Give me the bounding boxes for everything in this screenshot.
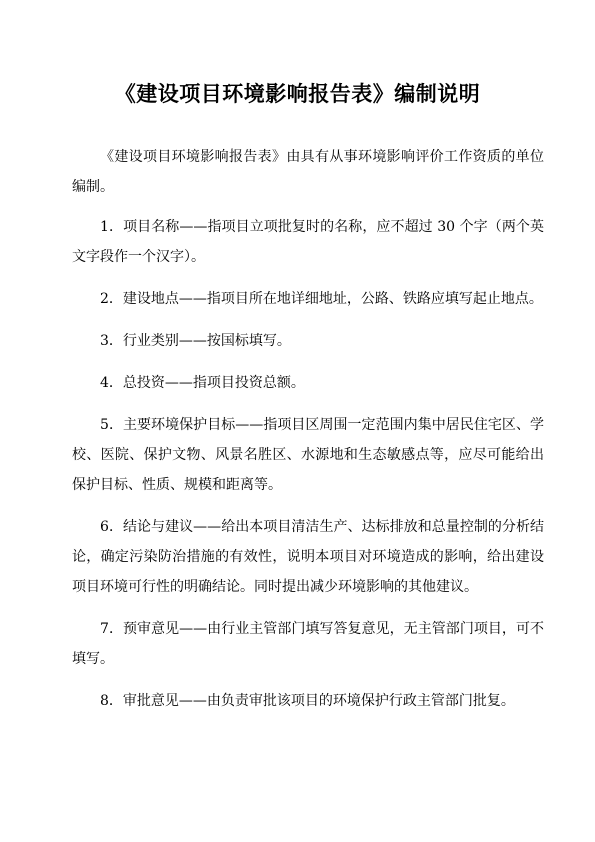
item-conclusion-suggestions: 6．结论与建议——给出本项目清洁生产、达标排放和总量控制的分析结论，确定污染防治措施的有效性，说明本项目对环境造成的影响，给出建设项目环境可行性的明确结论。同时提出减少环境影响的其他建议。 bbox=[72, 519, 544, 595]
item-approval-opinion: 8．审批意见——由负责审批该项目的环境保护行政主管部门批复。 bbox=[100, 693, 515, 709]
item-project-name: 1．项目名称——指项目立项批复时的名称，应不超过 30 个字（两个英文字段作一个汉字）。 bbox=[72, 219, 544, 265]
document-title: 《建设项目环境影响报告表》编制说明 bbox=[114, 81, 481, 106]
item-pre-review-opinion: 7．预审意见——由行业主管部门填写答复意见，无主管部门项目，可不填写。 bbox=[72, 621, 544, 667]
document-body bbox=[72, 142, 544, 728]
item-protection-targets: 5．主要环境保护目标——指项目区周围一定范围内集中居民住宅区、学校、医院、保护文物、风景名胜区、水源地和生态敏感点等，应尽可能给出保护目标、性质、规模和距离等。 bbox=[72, 417, 544, 493]
item-industry-category: 3．行业类别——按国标填写。 bbox=[100, 333, 291, 349]
item-construction-site: 2．建设地点——指项目所在地详细地址，公路、铁路应填写起止地点。 bbox=[100, 291, 543, 307]
intro-paragraph: 《建设项目环境影响报告表》由具有从事环境影响评价工作资质的单位编制。 bbox=[72, 149, 544, 195]
item-total-investment: 4．总投资——指项目投资总额。 bbox=[100, 375, 305, 391]
